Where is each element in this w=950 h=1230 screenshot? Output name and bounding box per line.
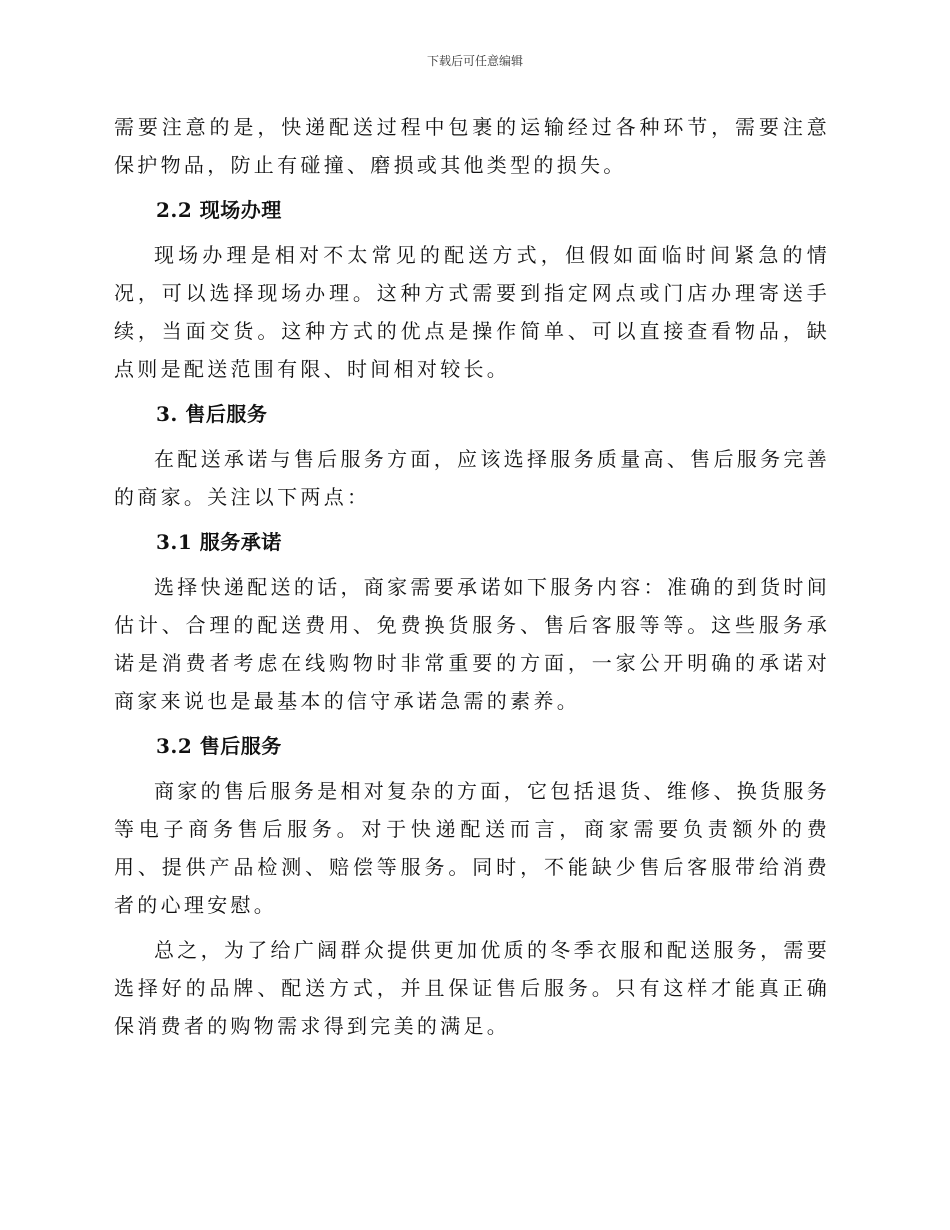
paragraph-after-sales-intro: 在配送承诺与售后服务方面，应该选择服务质量高、售后服务完善的商家。关注以下两点：	[114, 447, 830, 509]
paragraph-after-sales: 商家的售后服务是相对复杂的方面，它包括退货、维修、换货服务等电子商务售后服务。对于快递配送而言，商家需要负责额外的费用、提供产品检测、赔偿等服务。同时，不能缺少售后客服带给消费者的心理安慰。	[114, 779, 830, 917]
section-heading-3-1: 3.1 服务承诺	[156, 530, 282, 554]
paragraph-onsite: 现场办理是相对不太常见的配送方式，但假如面临时间紧急的情况，可以选择现场办理。这种方式需要到指定网点或门店办理寄送手续，当面交货。这种方式的优点是操作简单、可以直接查看物品，缺点则是配送范围有限、时间相对较长。	[114, 243, 830, 381]
document-body	[114, 108, 830, 1045]
section-heading-3: 3. 售后服务	[156, 402, 268, 426]
paragraph-conclusion: 总之，为了给广阔群众提供更加优质的冬季衣服和配送服务，需要选择好的品牌、配送方式，并且保证售后服务。只有这样才能真正确保消费者的购物需求得到完美的满足。	[114, 938, 830, 1038]
section-heading-2-2: 2.2 现场办理	[156, 198, 282, 222]
page-header: 下载后可任意编辑	[426, 54, 523, 68]
section-heading-3-2: 3.2 售后服务	[156, 734, 282, 758]
paragraph-continuation: 需要注意的是，快递配送过程中包裹的运输经过各种环节，需要注意保护物品，防止有碰撞、磨损或其他类型的损失。	[114, 115, 830, 177]
paragraph-service-promise: 选择快递配送的话，商家需要承诺如下服务内容：准确的到货时间估计、合理的配送费用、免费换货服务、售后客服等等。这些服务承诺是消费者考虑在线购物时非常重要的方面，一家公开明确的承诺对商家来说也是最基本的信守承诺急需的素养。	[114, 575, 830, 713]
